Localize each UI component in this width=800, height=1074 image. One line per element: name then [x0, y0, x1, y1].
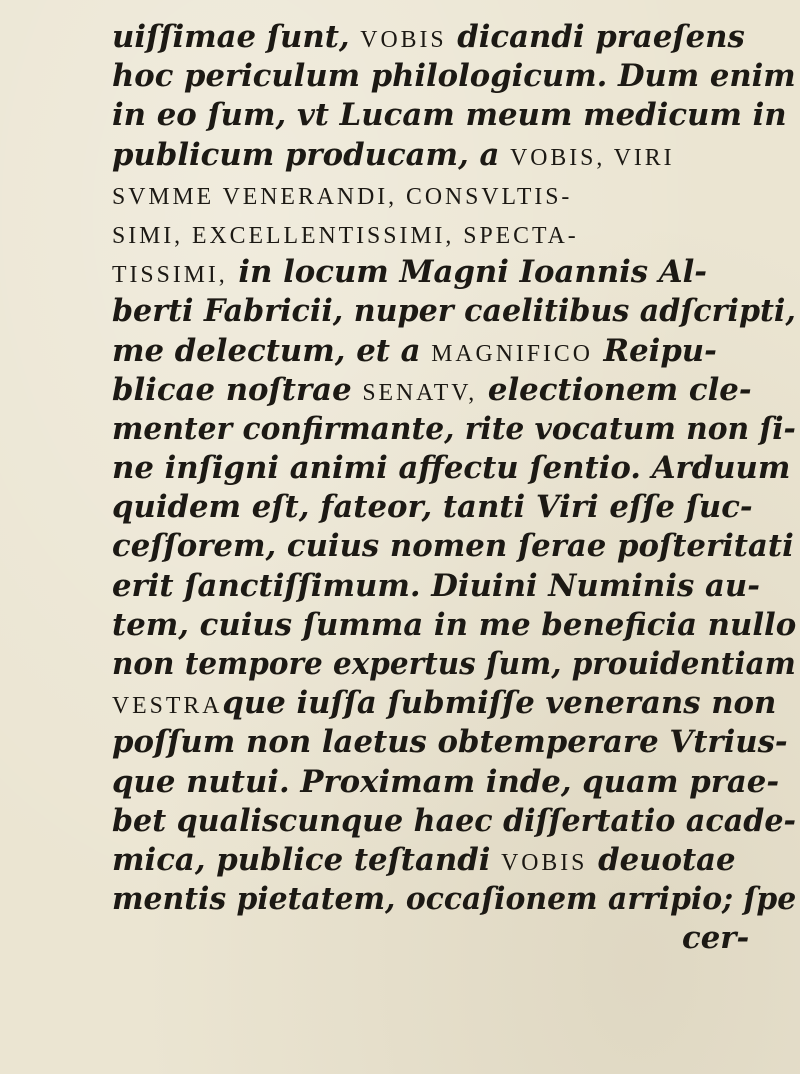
text-line: [112, 763, 800, 802]
italic-text: erit ſanctiſſimum. Diuini Numinis au-: [112, 567, 760, 604]
latin-text-block: [112, 18, 800, 959]
italic-text: uiſſimae ſunt,: [112, 19, 361, 55]
italic-text: electionem cle-: [477, 371, 752, 408]
text-line: [112, 96, 800, 135]
italic-text: dicandi praeſens: [446, 19, 745, 55]
text-line: [112, 136, 800, 175]
italic-text: berti Fabricii, nuper caelitibus adſcripti,: [112, 293, 796, 330]
text-line: [112, 371, 800, 410]
text-line: [112, 723, 800, 762]
italic-text: que nutui. Proximam inde, quam prae-: [112, 763, 780, 800]
text-line: [112, 214, 800, 253]
italic-text: Reipu-: [592, 332, 717, 369]
italic-text: mica, publice teſtandi: [112, 841, 502, 878]
text-line: [112, 292, 800, 331]
italic-text: menter confirmante, rite vocatum non ſi-: [112, 410, 796, 447]
italic-text: que iuſſa ſubmiſſe venerans non: [222, 685, 777, 722]
text-line: [112, 175, 800, 214]
italic-text: ne inſigni animi affectu ſentio. Arduum: [112, 450, 791, 487]
small-caps-text: TISSIMI,: [112, 262, 228, 289]
text-line: [112, 332, 800, 371]
text-line: [112, 57, 800, 96]
italic-text: tem, cuius ſumma in me beneficia nullo: [112, 606, 797, 643]
text-line: [112, 18, 800, 57]
italic-text: poſſum non laetus obtemperare Vtrius-: [112, 724, 788, 761]
small-caps-text: MAGNIFICO: [431, 340, 593, 367]
italic-text: in eo ſum, vt Lucam meum medicum in: [112, 97, 787, 134]
text-line: [112, 802, 800, 841]
italic-text: mentis pietatem, occaſionem arripio; ſpe: [112, 881, 797, 918]
text-line: [112, 488, 800, 527]
text-line: [112, 606, 800, 645]
small-caps-text: SIMI, EXCELLENTISSIMI, SPECTA-: [112, 222, 579, 249]
italic-text: ceſſorem, cuius nomen ſerae poſteritati: [112, 528, 794, 565]
text-line: [112, 253, 800, 292]
small-caps-text: SENATV,: [362, 379, 478, 406]
italic-text: blicae noſtrae: [112, 371, 363, 408]
italic-text: quidem eſt, fateor, tanti Viri eſſe ſuc-: [112, 489, 753, 526]
text-line: [112, 527, 800, 566]
italic-text: hoc periculum philologicum. Dum enim: [112, 58, 796, 95]
small-caps-text: VESTRA: [112, 693, 223, 720]
text-line: [112, 449, 800, 488]
text-line: [112, 410, 800, 449]
text-line: [112, 645, 800, 684]
catchword: cer-: [682, 920, 750, 957]
italic-text: me delectum, et a: [112, 332, 432, 369]
text-line: [112, 880, 800, 919]
small-caps-text: SVMME VENERANDI, CONSVLTIS-: [112, 183, 573, 210]
italic-text: bet qualiscunque haec diſſertatio acade-: [112, 802, 796, 839]
text-line: [112, 567, 800, 606]
italic-text: deuotae: [587, 841, 736, 878]
text-line: [112, 684, 800, 723]
small-caps-text: VOBIS, VIRI: [510, 144, 675, 171]
small-caps-text: VOBIS: [501, 849, 588, 876]
text-line: [112, 841, 800, 880]
italic-text: non tempore expertus ſum, prouidentiam: [112, 646, 796, 682]
small-caps-text: VOBIS: [360, 27, 447, 53]
italic-text: publicum producam, a: [112, 136, 511, 173]
italic-text: in locum Magni Ioannis Al-: [227, 254, 708, 291]
